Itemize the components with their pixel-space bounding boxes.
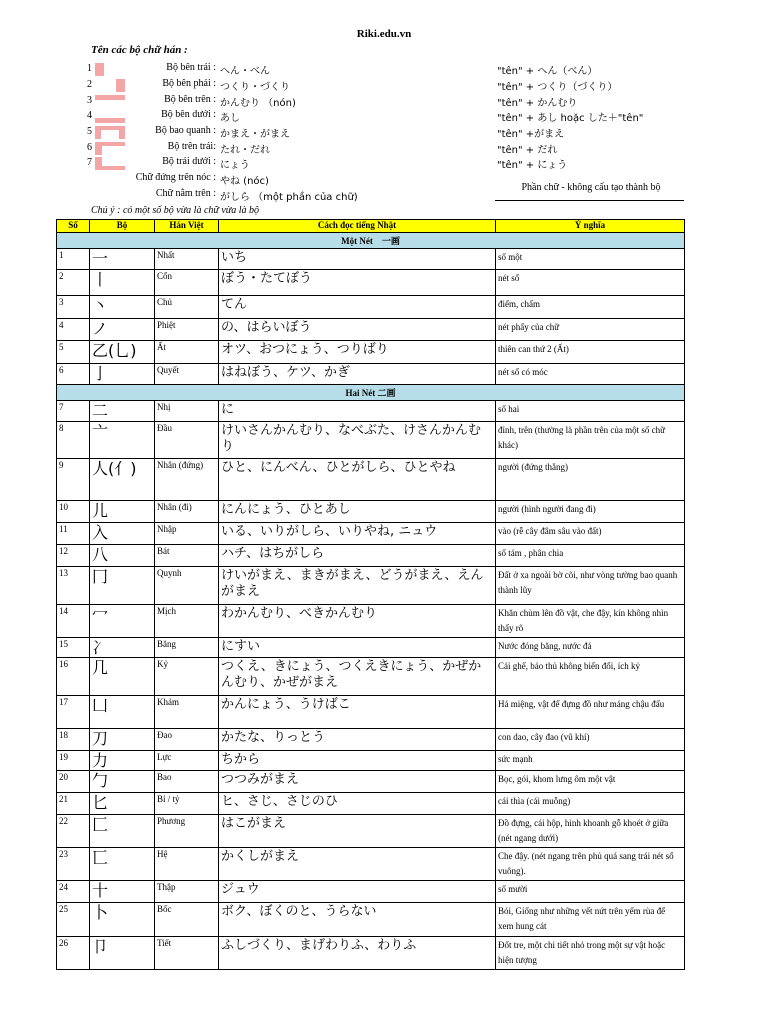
japanese-reading: にすい (219, 638, 496, 658)
japanese-reading: はねぼう、ケツ、かぎ (219, 364, 496, 385)
table-row (57, 401, 685, 422)
section-title: Hai Nét 二画 (57, 385, 685, 401)
radical-number: 18 (57, 729, 90, 751)
legend-number: 2 (87, 79, 92, 90)
table-row (57, 696, 685, 729)
radical-number: 7 (57, 401, 90, 422)
han-viet-name: Nhân (đứng) (155, 459, 219, 501)
han-viet-name: Bát (155, 545, 219, 567)
japanese-reading: かたな、りっとう (219, 729, 496, 751)
meaning: số hai (496, 401, 685, 422)
legend-number: 7 (87, 157, 92, 168)
table-row (57, 729, 685, 751)
table-row (57, 751, 685, 771)
legend-reading: たれ・だれ (220, 145, 270, 156)
legend-reading: かまえ・がまえ (220, 129, 290, 140)
legend-reading: あし (220, 113, 240, 124)
table-row (57, 881, 685, 903)
section-row (57, 233, 685, 249)
han-viet-name: Mịch (155, 605, 219, 638)
meaning: đỉnh, trên (thường là phần trên của một số chữ khác) (496, 422, 685, 459)
han-viet-name: Phương (155, 815, 219, 848)
legend-number: 4 (87, 110, 92, 121)
meaning: Bói, Giống như những vết nứt trên yếm rùa để xem hung cát (496, 903, 685, 937)
radical-number: 20 (57, 771, 90, 793)
header-cell: Bộ (90, 220, 155, 233)
meaning: Khăn chùm lên đồ vật, che đậy, kín không nhìn thấy rõ (496, 605, 685, 638)
radical-number: 17 (57, 696, 90, 729)
legend-reading: にょう (220, 160, 250, 171)
japanese-reading: ボク、ぼくのと、うらない (219, 903, 496, 937)
legend-reading: へん・べん (220, 66, 270, 77)
meaning: số mười (496, 881, 685, 903)
radical-glyph: 冫 (90, 638, 155, 658)
radical-position-icon (95, 157, 125, 170)
table-row (57, 422, 685, 459)
radical-number: 16 (57, 658, 90, 696)
meaning: vào (rễ cây đâm sâu vào đất) (496, 523, 685, 545)
meaning: Đồ đựng, cái hộp, hình khoanh gỗ khoét ở giữa (nét ngang dưới) (496, 815, 685, 848)
japanese-reading: の、はらいぼう (219, 319, 496, 341)
japanese-reading: はこがまえ (219, 815, 496, 848)
japanese-reading: ぼう・たてぼう (219, 270, 496, 296)
han-viet-name: Hệ (155, 848, 219, 881)
radical-number: 24 (57, 881, 90, 903)
han-viet-name: Khảm (155, 696, 219, 729)
legend-number: 5 (87, 126, 92, 137)
radical-glyph: 亅 (90, 364, 155, 385)
radical-number: 23 (57, 848, 90, 881)
meaning: người (đứng thẳng) (496, 459, 685, 501)
radical-number: 1 (57, 249, 90, 270)
han-viet-name: Đao (155, 729, 219, 751)
japanese-reading: ヒ、さじ、さじのひ (219, 793, 496, 815)
intro-heading: Tên các bộ chữ hán : (91, 44, 188, 56)
radical-glyph: 入 (90, 523, 155, 545)
legend-formula: "tên" + にょう (497, 160, 568, 171)
radical-number: 26 (57, 937, 90, 970)
han-viet-name: Thập (155, 881, 219, 903)
radical-number: 12 (57, 545, 90, 567)
han-viet-name: Băng (155, 638, 219, 658)
legend-name: Bộ bên trái : (166, 62, 216, 73)
japanese-reading: けいさんかんむり、なべぶた、けさんかんむり (219, 422, 496, 459)
radical-glyph: 力 (90, 751, 155, 771)
han-viet-name: Bao (155, 771, 219, 793)
table-row (57, 545, 685, 567)
legend-formula: "tên" + へん（べん） (497, 66, 598, 77)
japanese-reading: ちから (219, 751, 496, 771)
han-viet-name: Quynh (155, 567, 219, 605)
legend-row (0, 62, 768, 77)
header-cell: Số (57, 220, 90, 233)
part-note: Phần chữ - không cấu tạo thành bộ (521, 182, 661, 193)
legend-name: Bộ bên trên : (164, 94, 216, 105)
legend-row (0, 109, 768, 124)
japanese-reading: いる、いりがしら、いりやね, ニュウ (219, 523, 496, 545)
radical-number: 11 (57, 523, 90, 545)
table-row (57, 567, 685, 605)
table-row (57, 937, 685, 970)
han-viet-name: Nhập (155, 523, 219, 545)
section-row (57, 385, 685, 401)
radical-glyph: 卜 (90, 903, 155, 937)
meaning: Che đậy. (nét ngang trên phủ quá sang trái nét sổ vuông). (496, 848, 685, 881)
legend-row (0, 141, 768, 156)
han-viet-name: Bốc (155, 903, 219, 937)
table-row (57, 341, 685, 364)
radical-position-icon (95, 142, 125, 155)
radical-glyph: 十 (90, 881, 155, 903)
radical-position-icon (95, 110, 125, 123)
part-note-rule (495, 200, 684, 201)
japanese-reading: けいがまえ、まきがまえ、どうがまえ、えんがまえ (219, 567, 496, 605)
japanese-reading: かくしがまえ (219, 848, 496, 881)
japanese-reading: つつみがまえ (219, 771, 496, 793)
han-viet-name: Nhất (155, 249, 219, 270)
table-row (57, 638, 685, 658)
legend-name: Bộ bên phải : (162, 78, 216, 89)
legend-name: Bộ trên trái: (167, 141, 216, 152)
japanese-reading: オツ、おつにょう、つりばり (219, 341, 496, 364)
japanese-reading: てん (219, 296, 496, 319)
site-title: Riki.edu.vn (356, 28, 412, 40)
section-title: Một Nét 一画 (57, 233, 685, 249)
meaning: điểm, chấm (496, 296, 685, 319)
note: Chú ý : có một số bộ vừa là chữ vừa là bộ (91, 205, 260, 216)
han-viet-name: Nhân (đi) (155, 501, 219, 523)
table-row (57, 605, 685, 638)
radical-glyph: 二 (90, 401, 155, 422)
radical-number: 13 (57, 567, 90, 605)
table-row (57, 319, 685, 341)
table-row (57, 793, 685, 815)
radical-glyph: 丶 (90, 296, 155, 319)
meaning: Há miệng, vật để đựng đồ như máng chậu đấu (496, 696, 685, 729)
header-cell: Ý nghĩa (496, 220, 685, 233)
table-body (57, 233, 685, 970)
legend-number: 3 (87, 95, 92, 106)
han-viet-name: Lực (155, 751, 219, 771)
meaning: Nước đóng băng, nước đá (496, 638, 685, 658)
meaning: số tám , phân chia (496, 545, 685, 567)
legend-formula: "tên" + かんむり (497, 98, 578, 109)
legend-number: 1 (87, 63, 92, 74)
radical-glyph: 匕 (90, 793, 155, 815)
legend-reading: かんむり （nón) (220, 98, 296, 109)
table-row (57, 296, 685, 319)
header-cell: Hán Việt (155, 220, 219, 233)
legend-name: Bộ trái dưới : (162, 156, 216, 167)
han-viet-name: Ất (155, 341, 219, 364)
meaning: nét phẩy của chữ (496, 319, 685, 341)
meaning: Cái ghế, bảo thủ không biến đổi, ích kỷ (496, 658, 685, 696)
han-viet-name: Quyết (155, 364, 219, 385)
legend-reading: がしら （một phần của chữ) (220, 192, 358, 203)
radical-position-icon (95, 63, 125, 76)
radical-glyph: 冂 (90, 567, 155, 605)
meaning: số một (496, 249, 685, 270)
radical-glyph: 卩 (90, 937, 155, 970)
meaning: Đốt tre, một chi tiết nhỏ trong một sự vật hoặc hiện tượng (496, 937, 685, 970)
radical-number: 14 (57, 605, 90, 638)
radical-number: 21 (57, 793, 90, 815)
radical-number: 9 (57, 459, 90, 501)
table-row (57, 249, 685, 270)
legend-name: Chữ đứng trên nóc : (135, 172, 216, 183)
japanese-reading: に (219, 401, 496, 422)
japanese-reading: にんにょう、ひとあし (219, 501, 496, 523)
radical-glyph: 冖 (90, 605, 155, 638)
japanese-reading: いち (219, 249, 496, 270)
table-row (57, 903, 685, 937)
radical-number: 19 (57, 751, 90, 771)
radical-number: 3 (57, 296, 90, 319)
legend-number: 6 (87, 142, 92, 153)
radical-number: 6 (57, 364, 90, 385)
meaning: nét sổ có móc (496, 364, 685, 385)
japanese-reading: ハチ、はちがしら (219, 545, 496, 567)
han-viet-name: Nhị (155, 401, 219, 422)
radical-number: 25 (57, 903, 90, 937)
table-row (57, 771, 685, 793)
radical-glyph: 乙(乚) (90, 341, 155, 364)
radical-number: 4 (57, 319, 90, 341)
radical-number: 22 (57, 815, 90, 848)
table-row (57, 658, 685, 696)
radical-position-icon (95, 79, 125, 92)
table-row (57, 459, 685, 501)
han-viet-name: Tiết (155, 937, 219, 970)
radical-glyph: 八 (90, 545, 155, 567)
radical-glyph: 丨 (90, 270, 155, 296)
radical-glyph: ノ (90, 319, 155, 341)
table-row (57, 523, 685, 545)
radical-glyph: 勹 (90, 771, 155, 793)
japanese-reading: ふしづくり、まげわりふ、わりふ (219, 937, 496, 970)
radical-glyph: 几 (90, 658, 155, 696)
radical-glyph: 凵 (90, 696, 155, 729)
radical-number: 8 (57, 422, 90, 459)
meaning: thiên can thứ 2 (Ất) (496, 341, 685, 364)
radical-number: 15 (57, 638, 90, 658)
meaning: cái thìa (cái muỗng) (496, 793, 685, 815)
radical-glyph: 人(亻) (90, 459, 155, 501)
legend-name: Bộ bao quanh : (155, 125, 216, 136)
radical-number: 10 (57, 501, 90, 523)
radical-number: 2 (57, 270, 90, 296)
japanese-reading: わかんむり、べきかんむり (219, 605, 496, 638)
japanese-reading: つくえ、きにょう、つくえきにょう、かぜかんむり、かぜがまえ (219, 658, 496, 696)
meaning: con dao, cây đao (vũ khí) (496, 729, 685, 751)
table-row (57, 501, 685, 523)
radical-glyph: 匚 (90, 815, 155, 848)
han-viet-name: Bỉ / tỷ (155, 793, 219, 815)
table-header-row (57, 220, 685, 233)
legend-formula: "tên" + だれ (497, 145, 558, 156)
legend-reading: やね (nóc) (220, 176, 269, 187)
legend-name: Bộ bên dưới : (161, 109, 216, 120)
meaning: sức mạnh (496, 751, 685, 771)
meaning: Bọc, gói, khom lưng ôm một vật (496, 771, 685, 793)
legend-formula: "tên" + あし hoặc した＋"tên" (497, 113, 644, 124)
table-row (57, 815, 685, 848)
radical-position-icon (95, 95, 125, 108)
meaning: Đất ở xa ngoài bờ cõi, như vòng tường bao quanh thành lũy (496, 567, 685, 605)
han-viet-name: Kỷ (155, 658, 219, 696)
japanese-reading: ジュウ (219, 881, 496, 903)
radical-glyph: 一 (90, 249, 155, 270)
legend-name: Chữ nằm trên : (155, 188, 216, 199)
legend-row (0, 156, 768, 171)
radical-number: 5 (57, 341, 90, 364)
legend-formula: "tên" + つくり（づくり） (497, 82, 618, 93)
radical-table (56, 219, 685, 970)
han-viet-name: Cổn (155, 270, 219, 296)
han-viet-name: Đầu (155, 422, 219, 459)
radical-position-icon (95, 126, 125, 139)
meaning: nét sổ (496, 270, 685, 296)
radical-glyph: 刀 (90, 729, 155, 751)
japanese-reading: ひと、にんべん、ひとがしら、ひとやね (219, 459, 496, 501)
japanese-reading: かんにょう、うけばこ (219, 696, 496, 729)
legend-row (0, 78, 768, 93)
header-cell: Cách đọc tiếng Nhật (219, 220, 496, 233)
legend-row (0, 125, 768, 140)
legend-row (0, 94, 768, 109)
table-row (57, 270, 685, 296)
legend-reading: つくり・づくり (220, 82, 290, 93)
table-row (57, 848, 685, 881)
meaning: người (hình người đang đi) (496, 501, 685, 523)
table-row (57, 364, 685, 385)
han-viet-name: Phiệt (155, 319, 219, 341)
radical-glyph: 匸 (90, 848, 155, 881)
radical-glyph: 亠 (90, 422, 155, 459)
han-viet-name: Chủ (155, 296, 219, 319)
radical-glyph: 儿 (90, 501, 155, 523)
legend-formula: "tên" +がまえ (497, 129, 565, 140)
